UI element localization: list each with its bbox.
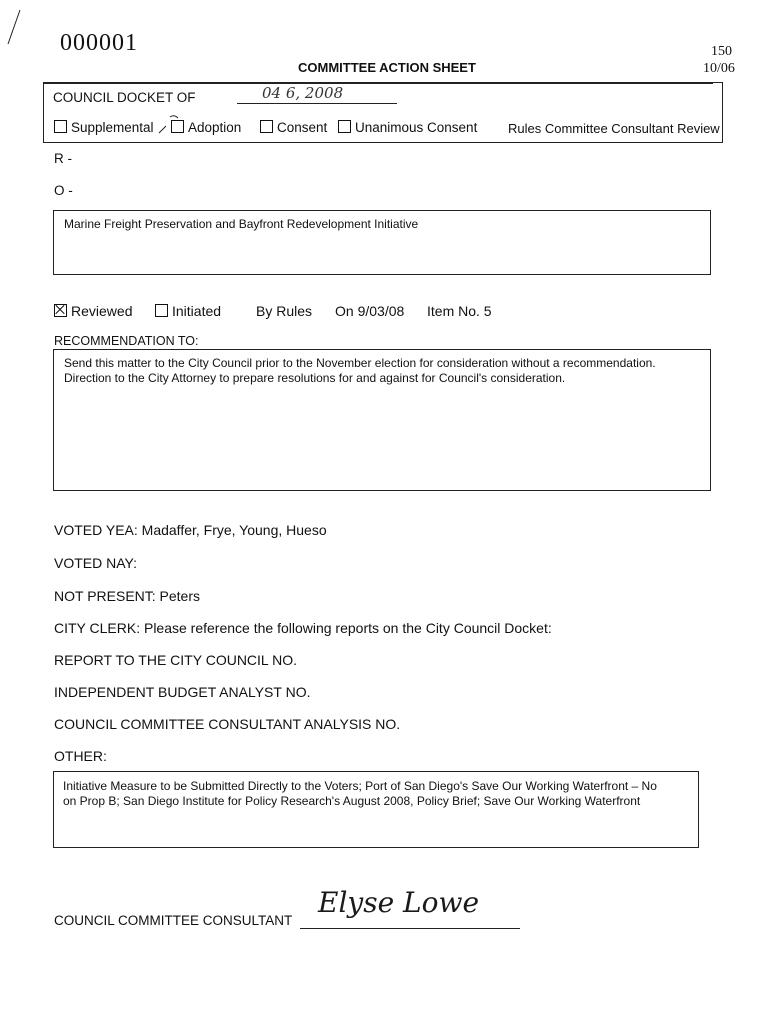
- docket-handwritten-date: 04 6, 2008: [262, 84, 344, 102]
- status-by: By Rules: [256, 303, 313, 319]
- reviewed-checkbox[interactable]: [54, 304, 67, 317]
- subject-text: Marine Freight Preservation and Bayfront Redevelopment Initiative: [64, 217, 419, 231]
- option-supplemental[interactable]: Supplemental: [54, 120, 154, 135]
- docket-label: COUNCIL DOCKET OF: [53, 90, 196, 105]
- consultant-signature: Elyse Lowe: [318, 886, 480, 919]
- initiated-checkbox[interactable]: [155, 304, 168, 317]
- status-on: On 9/03/08: [335, 303, 405, 319]
- document-id: 000001: [60, 30, 138, 56]
- not-present: NOT PRESENT: Peters: [54, 588, 201, 604]
- adoption-checkbox[interactable]: [171, 120, 184, 133]
- other-line-1: Initiative Measure to be Submitted Directly to the Voters; Port of San Diego's Save Our Working Waterfront – No: [63, 779, 657, 793]
- status-initiated[interactable]: Initiated: [155, 303, 221, 319]
- form-number: 150: [711, 44, 732, 59]
- iba-no: INDEPENDENT BUDGET ANALYST NO.: [54, 684, 311, 700]
- ordinance-label: O -: [54, 183, 73, 198]
- option-consent[interactable]: Consent: [260, 120, 327, 135]
- form-date: 10/06: [703, 61, 735, 76]
- page-title: COMMITTEE ACTION SHEET: [298, 60, 476, 75]
- docket-date-line: [237, 103, 397, 104]
- recommendation-line-2: Direction to the City Attorney to prepare resolutions for and against for Council's consideration.: [64, 371, 566, 385]
- consultant-label: COUNCIL COMMITTEE CONSULTANT: [54, 913, 293, 928]
- unanimous-consent-checkbox[interactable]: [338, 120, 351, 133]
- voted-nay: VOTED NAY:: [54, 555, 137, 571]
- report-council-no: REPORT TO THE CITY COUNCIL NO.: [54, 652, 297, 668]
- status-reviewed[interactable]: Reviewed: [54, 303, 132, 319]
- other-label: OTHER:: [54, 748, 107, 764]
- recommendation-label: RECOMMENDATION TO:: [54, 334, 199, 348]
- consent-checkbox[interactable]: [260, 120, 273, 133]
- supplemental-checkbox[interactable]: [54, 120, 67, 133]
- stray-pen-mark: [4, 8, 24, 48]
- rules-consultant-review: Rules Committee Consultant Review: [508, 121, 720, 136]
- recommendation-line-1: Send this matter to the City Council prior to the November election for consideration without a recommendation.: [64, 356, 656, 370]
- resolution-label: R -: [54, 151, 72, 166]
- ccca-no: COUNCIL COMMITTEE CONSULTANT ANALYSIS NO.: [54, 716, 401, 732]
- option-unanimous-consent[interactable]: Unanimous Consent: [338, 120, 477, 135]
- status-item: Item No. 5: [427, 303, 492, 319]
- city-clerk-note: CITY CLERK: Please reference the following reports on the City Council Docket:: [54, 620, 552, 636]
- signature-line: [300, 928, 520, 929]
- option-adoption[interactable]: Adoption: [171, 120, 241, 135]
- other-line-2: on Prop B; San Diego Institute for Policy Research's August 2008, Policy Brief; Save Our Working Waterfront: [63, 794, 641, 808]
- voted-yea: VOTED YEA: Madaffer, Frye, Young, Hueso: [54, 522, 327, 538]
